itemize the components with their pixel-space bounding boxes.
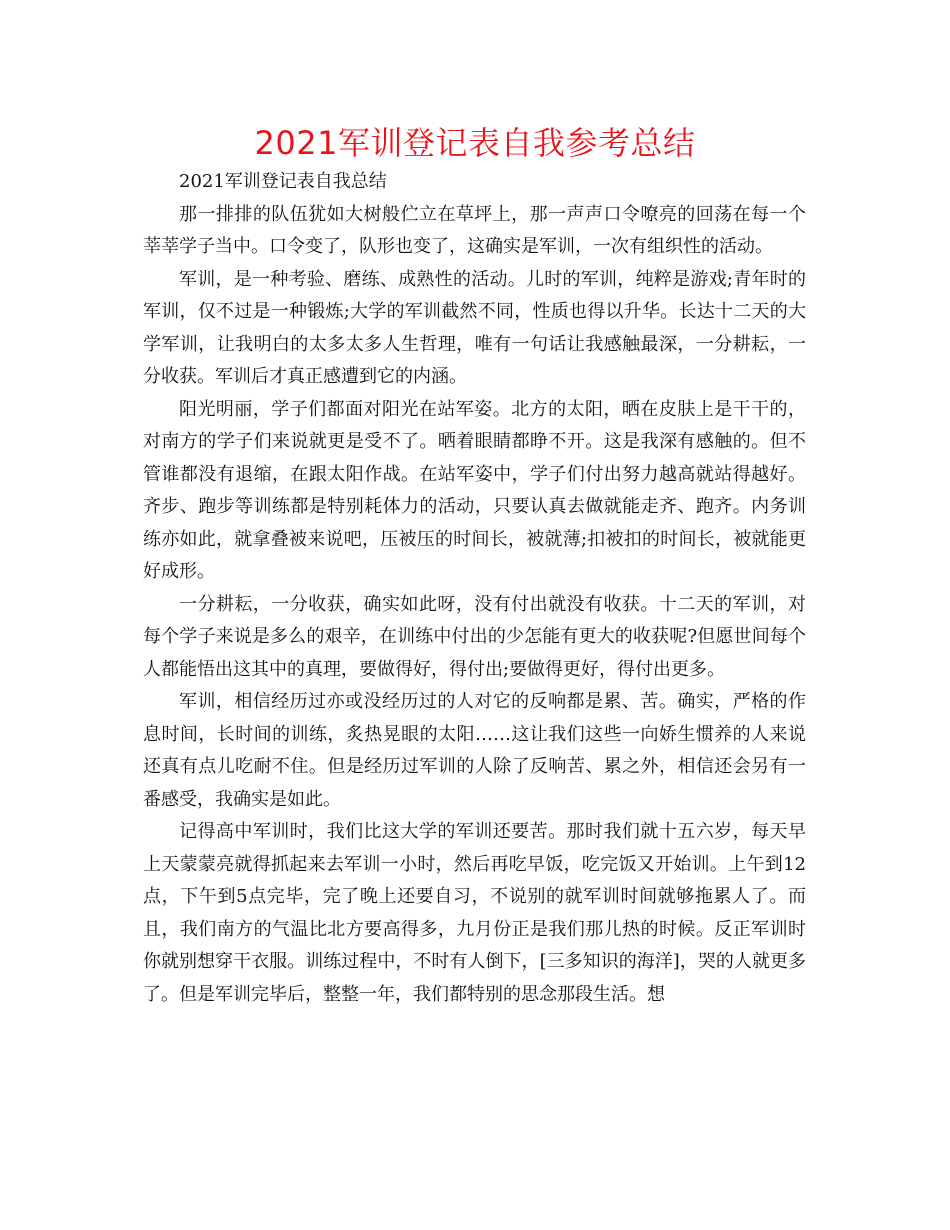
paragraph: 阳光明丽，学子们都面对阳光在站军姿。北方的太阳，晒在皮肤上是干干的，对南方的学子们来说就更是受不了。晒着眼睛都睁不开。这是我深有感触的。但不管谁都没有退缩，在跟太阳作战。在站军姿中，学子们付出努力越高就站得越好。齐步、跑步等训练都是特别耗体力的活动，只要认真去做就能走齐、跑齐。内务训练亦如此，就拿叠被来说吧，压被压的时间长，被就薄;扣被扣的时间长，被就能更好成形。 [143,398,806,582]
document-subtitle: 2021军训登记表自我总结 [179,171,387,192]
paragraph: 军训，是一种考验、磨练、成熟性的活动。儿时的军训，纯粹是游戏;青年时的军训，仅不过是一种锻炼;大学的军训截然不同，性质也得以升华。长达十二天的大学军训，让我明白的太多太多人生哲理，唯有一句话让我感触最深，一分耕耘，一分收获。军训后才真正感遭到它的内涵。 [143,268,806,387]
paragraph: 军训，相信经历过亦或没经历过的人对它的反响都是累、苦。确实，严格的作息时间，长时间的训练，炙热晃眼的太阳……这让我们这些一向娇生惯养的人来说还真有点儿吃耐不住。但是经历过军训的人除了反响苦、累之外，相信还会另有一番感受，我确实是如此。 [143,691,806,810]
paragraph: 一分耕耘，一分收获，确实如此呀，没有付出就没有收获。十二天的军训，对每个学子来说是多么的艰辛，在训练中付出的少怎能有更大的收获呢?但愿世间每个人都能悟出这其中的真理，要做得好，得付出;要做得更好，得付出更多。 [143,593,806,680]
paragraph: 那一排排的队伍犹如大树般伫立在草坪上，那一声声口令嘹亮的回荡在每一个莘莘学子当中。口令变了，队形也变了，这确实是军训，一次有组织性的活动。 [143,203,806,257]
paragraph: 记得高中军训时，我们比这大学的军训还要苦。那时我们就十五六岁，每天早上天蒙蒙亮就得抓起来去军训一小时，然后再吃早饭，吃完饭又开始训。上午到12点，下午到5点完毕，完了晚上还要自习，不说别的就军训时间就够拖累人了。而且，我们南方的气温比北方要高得多，九月份正是我们那儿热的时候。反正军训时你就别想穿干衣服。训练过程中，不时有人倒下，[三多知识的海洋]，哭的人就更多了。但是军训完毕后，整整一年，我们都特别的思念那段生活。想 [143,821,806,1005]
document-title: 2021军训登记表自我参考总结 [254,124,696,162]
document-body [143,166,806,1011]
